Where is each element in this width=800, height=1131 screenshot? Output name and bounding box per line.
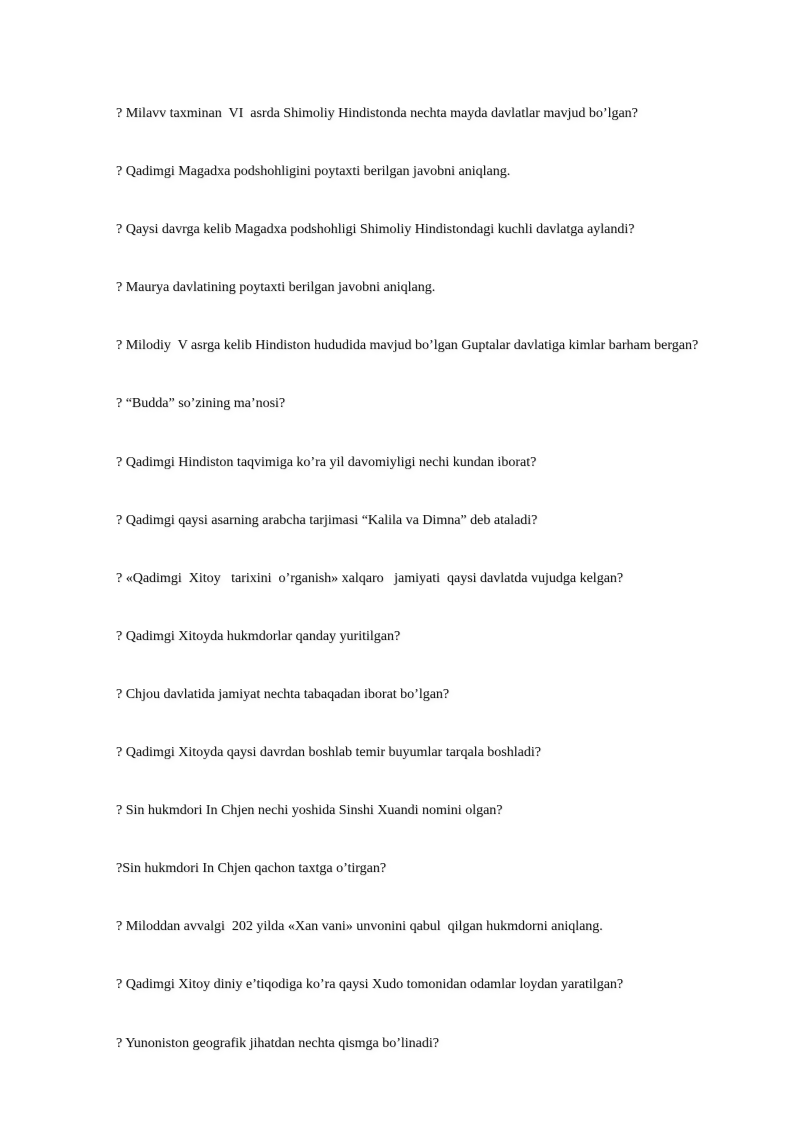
question-line: ? «Qadimgi Xitoy tarixini o’rganish» xalqaro jamiyati qaysi davlatda vujudga kelgan? — [116, 570, 624, 586]
question-line: ? Sin hukmdori In Chjen nechi yoshida Sinshi Xuandi nomini olgan? — [116, 803, 503, 819]
question-line: ? Milavv taxminan VI asrda Shimoliy Hindistonda nechta mayda davlatlar mavjud bo’lgan? — [116, 106, 638, 121]
question-line: ? Chjou davlatida jamiyat nechta tabaqadan iborat bo’lgan? — [116, 686, 450, 702]
question-line: ? Milodiy V asrga kelib Hindiston hududida mavjud bo’lgan Guptalar davlatiga kimlar barham bergan? — [116, 338, 699, 354]
question-line: ? Yunoniston geografik jihatdan nechta qismga bo’linadi? — [116, 1035, 439, 1051]
question-line: ? Qadimgi Hindiston taqvimiga ko’ra yil davomiyligi nechi kundan iborat? — [116, 454, 537, 470]
question-line: ? Qadimgi Magadxa podshohligini poytaxti berilgan javobni aniqlang. — [116, 164, 511, 180]
question-line: ? Qadimgi Xitoyda hukmdorlar qanday yuritilgan? — [116, 628, 401, 644]
question-line: ? Maurya davlatining poytaxti berilgan javobni aniqlang. — [116, 280, 436, 296]
question-list — [116, 104, 766, 1092]
question-line: ? Qadimgi qaysi asarning arabcha tarjimasi “Kalila va Dimna” deb ataladi? — [116, 512, 538, 528]
question-line: ? “Budda” so’zining ma’nosi? — [116, 396, 286, 412]
question-line: ?Sin hukmdori In Chjen qachon taxtga o’tirgan? — [116, 861, 387, 877]
question-line: ? Qadimgi Xitoyda qaysi davrdan boshlab temir buyumlar tarqala boshladi? — [116, 745, 541, 761]
question-line: ? Miloddan avvalgi 202 yilda «Xan vani» unvonini qabul qilgan hukmdorni aniqlang. — [116, 919, 603, 935]
question-line: ? Qaysi davrga kelib Magadxa podshohligi Shimoliy Hindistondagi kuchli davlatga aylandi? — [116, 222, 635, 238]
question-line: ? Qadimgi Xitoy diniy e’tiqodiga ko’ra qaysi Xudo tomonidan odamlar loydan yaratilgan? — [116, 977, 624, 993]
